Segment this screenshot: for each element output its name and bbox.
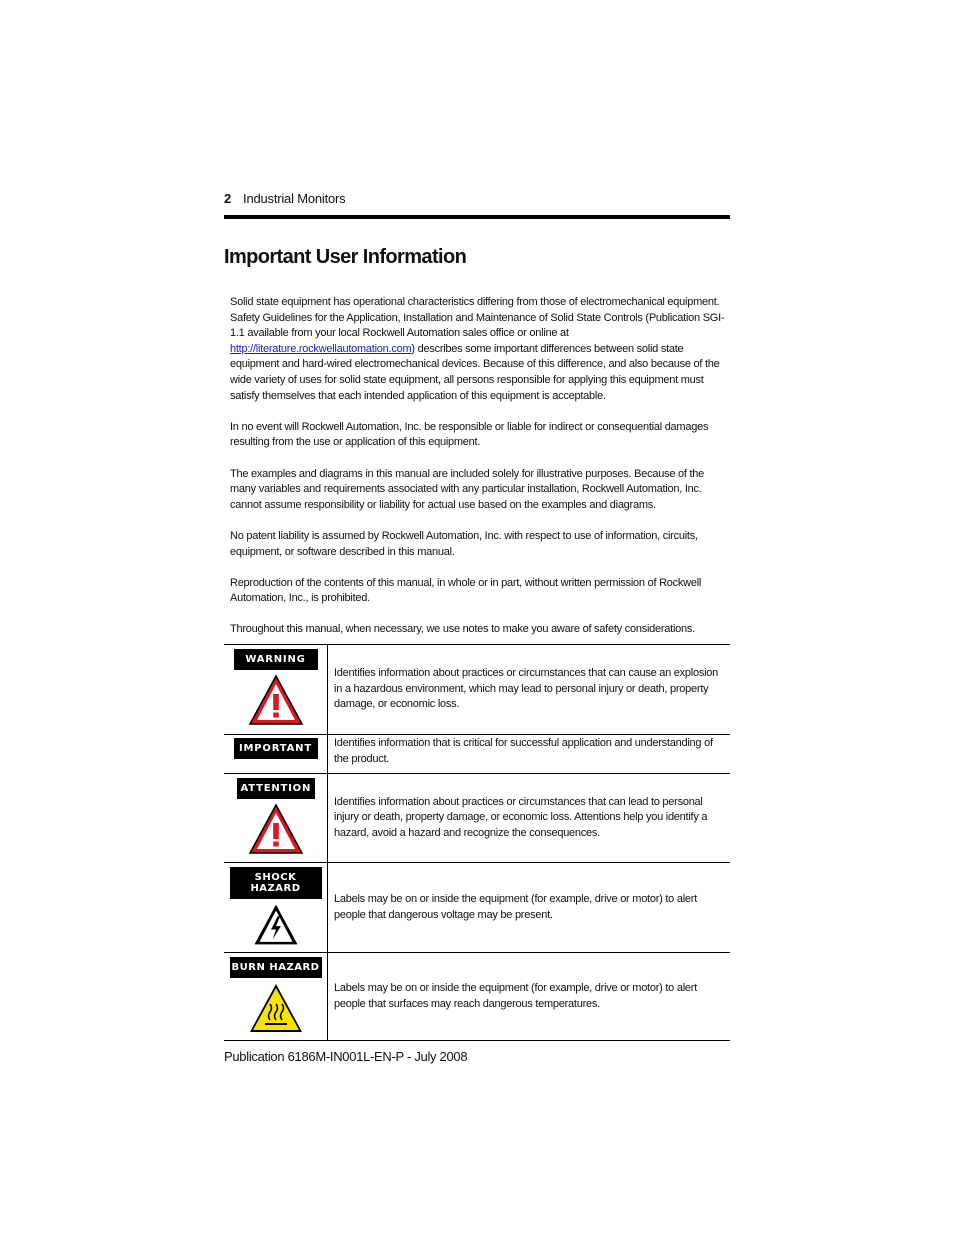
burn-hazard-text: Labels may be on or inside the equipment (for example, drive or motor) to alert people that surfaces may reach dangerous temperatures.: [334, 981, 697, 1010]
body-text: [230, 295, 726, 654]
paragraph-patent: No patent liability is assumed by Rockwell Automation, Inc. with respect to use of information, circuits, equipment, or software described in this manual.: [230, 529, 698, 558]
warning-text: Identifies information about practices or circumstances that can cause an explosion in a hazardous environment, which may lead to personal injury or death, property damage, or economic loss.: [334, 667, 719, 711]
important-label: IMPORTANT: [234, 738, 318, 759]
important-text: Identifies information that is critical for successful application and understanding of the product.: [334, 737, 713, 765]
warning-label: WARNING: [234, 649, 318, 670]
note-row-attention: [224, 774, 730, 863]
page-title: Important User Information: [224, 246, 467, 268]
page-number: 2: [224, 191, 232, 206]
shock-hazard-icon: [248, 903, 304, 946]
note-row-important: [224, 735, 730, 774]
shock-hazard-label: SHOCK HAZARD: [230, 867, 322, 899]
literature-link[interactable]: http://literature.rockwellautomation.com: [230, 342, 412, 355]
page-header: [224, 191, 345, 206]
safety-notes-table: [224, 644, 730, 1041]
note-row-shock-hazard: [224, 863, 730, 953]
paragraph-notes-intro: Throughout this manual, when necessary, we use notes to make you aware of safety considerations.: [230, 623, 695, 636]
publication-footer: Publication 6186M-IN001L-EN-P - July 2008: [224, 1049, 468, 1064]
warning-triangle-icon: [248, 674, 304, 726]
section-title: Industrial Monitors: [243, 191, 346, 206]
shock-hazard-text: Labels may be on or inside the equipment (for example, drive or motor) to alert people that dangerous voltage may be present.: [334, 892, 697, 921]
attention-text: Identifies information about practices or circumstances that can lead to personal injury or death, property damage, or economic loss. Attentions help you identify a hazard, avoid a hazard and recognize the consequences.: [334, 795, 708, 839]
paragraph-liability: In no event will Rockwell Automation, Inc. be responsible or liable for indirect or consequential damages resulting from the use or application of this equipment.: [230, 420, 709, 449]
paragraph-solid-state: Solid state equipment has operational characteristics differing from those of electromechanical equipment. Safety Guidelines for the Application, Installation and Maintenance of Solid State Controls (Publication SGI-1.1 available from your local Rockwell Automation sales office or online at http://literature.rockwellautomation.com) describes some important differences between solid state equipment and hard-wired electromechanical devices. Because of this difference, and also because of the wide variety of uses for solid state equipment, all persons responsible for applying this equipment must satisfy themselves that each intended application of this equipment is acceptable.: [230, 296, 725, 402]
burn-hazard-icon: [248, 982, 304, 1034]
note-row-burn-hazard: [224, 953, 730, 1041]
note-row-warning: [224, 645, 730, 735]
paragraph-reproduction: Reproduction of the contents of this manual, in whole or in part, without written permission of Rockwell Automation, Inc., is prohibited.: [230, 576, 702, 605]
header-rule: [224, 215, 730, 219]
paragraph-examples: The examples and diagrams in this manual are included solely for illustrative purposes. Because of the many variables and requirements associated with any particular installation, Rockwell Automation, Inc. cannot assume responsibility or liability for actual use based on the examples and diagrams.: [230, 467, 705, 511]
attention-triangle-icon: [248, 803, 304, 855]
burn-hazard-label: BURN HAZARD: [230, 957, 322, 978]
attention-label: ATTENTION: [237, 778, 315, 799]
